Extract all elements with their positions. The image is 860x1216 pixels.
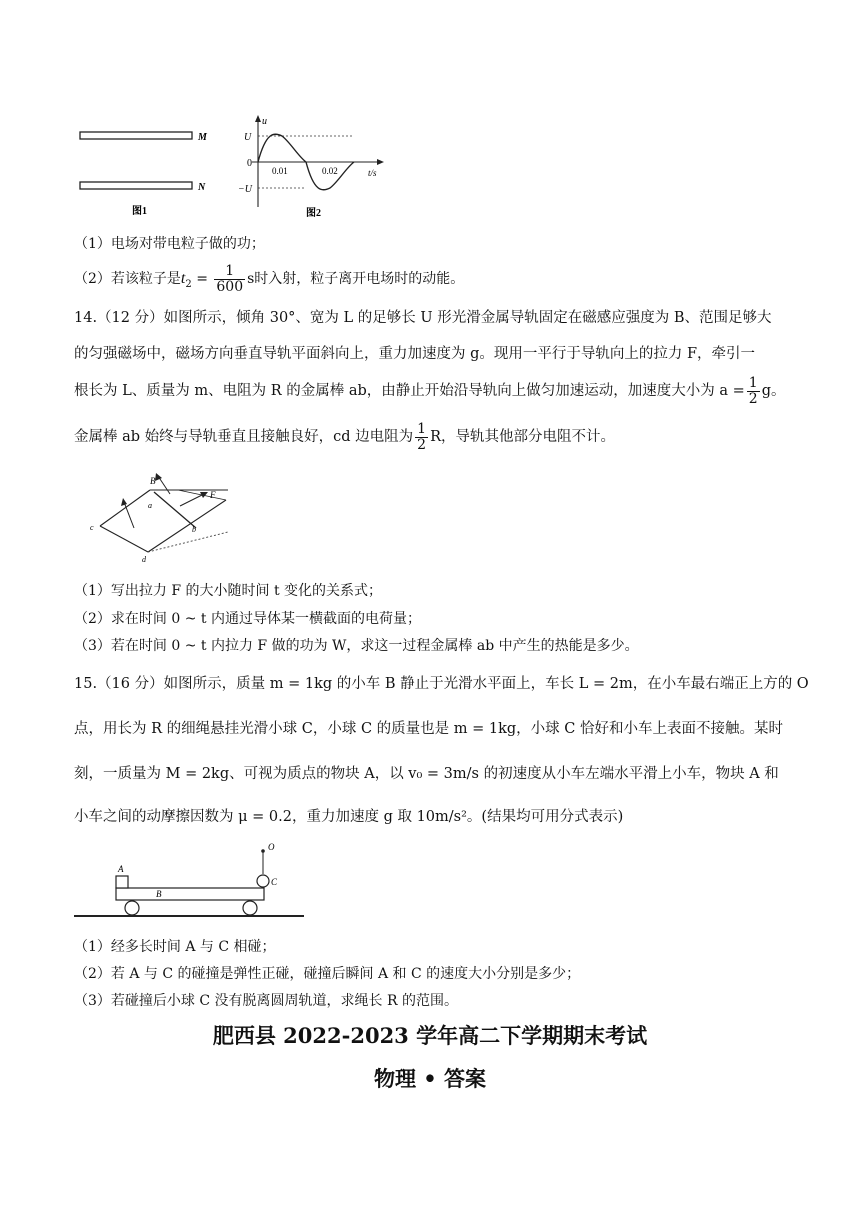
- fraction-half-g: $\frac{1}{2}$: [748, 374, 758, 407]
- q15-line4: 小车之间的动摩擦因数为 μ = 0.2，重力加速度 g 取 10m/s²。(结果均可用分式表示): [74, 809, 624, 825]
- tick-x-001: 0.01: [272, 166, 288, 176]
- q15-sub2: （2）若 A 与 C 的碰撞是弹性正碰，碰撞后瞬间 A 和 C 的速度大小分别是多少；: [74, 966, 581, 982]
- label-b: b: [192, 525, 196, 534]
- cart-wheel-right: [243, 901, 257, 915]
- q14-sub2: （2）求在时间 0 ~ t 内通过导体某一横截面的电荷量；: [74, 611, 421, 627]
- fraction-1-600: $\frac{1}{600}$: [216, 262, 244, 295]
- figure-2-caption: 图2: [306, 208, 321, 219]
- axis-u-label: u: [262, 116, 267, 127]
- label-d: d: [142, 555, 146, 564]
- ball-c: [257, 875, 269, 887]
- plate-m-label: M: [198, 132, 207, 143]
- q15-line1: 15.（16 分）如图所示，质量 m = 1kg 的小车 B 静止于光滑水平面上，车长 L = 2m，在小车最右端正上方的 O: [74, 676, 809, 692]
- label-c: c: [90, 523, 94, 532]
- plate-n-label: N: [198, 182, 206, 193]
- q13-sub1: （1）电场对带电粒子做的功；: [74, 236, 265, 252]
- q13-sub2: （2）若该粒子是$t_2$ = $\frac{1}{600}$ s时入射，粒子离开电场时的动能。: [74, 262, 465, 295]
- plate-n: [80, 182, 192, 189]
- q14-line3: 根长为 L、质量为 m、电阻为 R 的金属棒 ab，由静止开始沿导轨向上做匀加速运动，加速度大小为 a = $\frac{1}{2}$ g。: [74, 374, 786, 407]
- label-a: a: [148, 501, 152, 510]
- tick-origin: 0: [247, 158, 252, 169]
- q15-sub1: （1）经多长时间 A 与 C 相碰；: [74, 939, 276, 955]
- rod-ab: [154, 492, 196, 528]
- q15-line3: 刻，一质量为 M = 2kg、可视为质点的物块 A，以 v₀ = 3m/s 的初速度从小车左端水平滑上小车，物块 A 和: [74, 766, 779, 782]
- label-O: O: [268, 842, 275, 852]
- q14-line4: 金属棒 ab 始终与导轨垂直且接触良好，cd 边电阻为 $\frac{1}{2}$ R，导轨其他部分电阻不计。: [74, 420, 615, 453]
- q14-line1: 14.（12 分）如图所示，倾角 30°、宽为 L 的足够长 U 形光滑金属导轨固定在磁感应强度为 B、范围足够大: [74, 310, 772, 326]
- label-A: A: [118, 864, 124, 874]
- exam-title: 肥西县 2022-2023 学年高二下学期期末考试: [212, 1023, 648, 1048]
- tick-u-neg: −U: [238, 184, 252, 195]
- block-a: [116, 876, 128, 888]
- answer-subtitle: 物理 • 答案: [373, 1066, 487, 1091]
- cart-b: [116, 888, 264, 900]
- axis-t-label: t/s: [368, 168, 377, 178]
- label-F: F: [210, 490, 216, 500]
- tick-u-pos: U: [244, 132, 252, 143]
- plate-m: [80, 132, 192, 139]
- label-B: B: [150, 476, 156, 486]
- label-B-cart: B: [156, 889, 162, 899]
- tick-x-002: 0.02: [322, 166, 338, 176]
- q14-sub1: （1）写出拉力 F 的大小随时间 t 变化的关系式；: [74, 583, 383, 599]
- q15-sub3: （3）若碰撞后小球 C 没有脱离圆周轨道，求绳长 R 的范围。: [74, 993, 458, 1009]
- figure-2-graph: [222, 112, 392, 222]
- fraction-half-r: $\frac{1}{2}$: [417, 420, 427, 453]
- q15-cart-figure: [72, 838, 312, 928]
- q14-sub3: （3）若在时间 0 ~ t 内拉力 F 做的功为 W，求这一过程金属棒 ab 中产生的热能是多少。: [74, 638, 639, 654]
- figure-1-plates: [70, 118, 220, 218]
- figure-1-caption: 图1: [132, 206, 147, 217]
- q14-line2: 的匀强磁场中，磁场方向垂直导轨平面斜向上，重力加速度为 g。现用一平行于导轨向上的拉力 F，牵引一: [74, 346, 756, 362]
- q15-line2: 点，用长为 R 的细绳悬挂光滑小球 C，小球 C 的质量也是 m = 1kg，小球 C 恰好和小车上表面不接触。某时: [74, 721, 783, 737]
- cart-wheel-left: [125, 901, 139, 915]
- label-C: C: [271, 877, 278, 887]
- q14-rail-figure: [78, 470, 248, 564]
